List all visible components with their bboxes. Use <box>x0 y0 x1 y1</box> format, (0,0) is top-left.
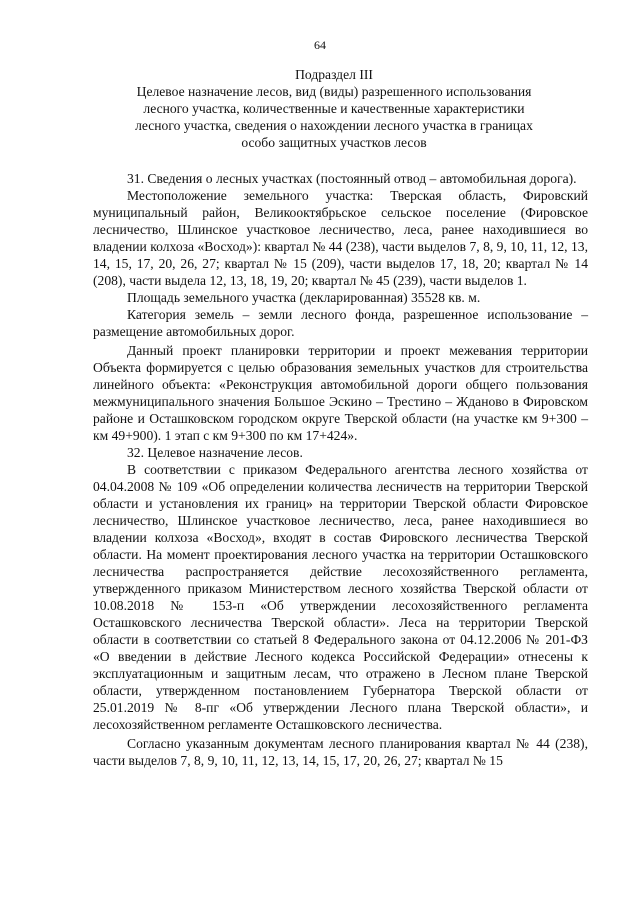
page-number: 64 <box>314 38 326 52</box>
heading-line: лесного участка, количественные и качественные характеристики <box>143 101 525 116</box>
paragraph-regulation: В соответствии с приказом Федерального агентства лесного хозяйства от 04.04.2008 № 109 «Об определении количества лесничеств на территории Тверской области и установления их границ» на территории Тверской области Фировское лесничество, Шлинское участковое лесничество, леса, ранее находившиеся во владении колхоза «Восход», входят в состав Фировского лесничества Тверской области. На момент проектирования лесного участка на территории Осташковского лесничества распространяется действие лесохозяйственного регламента, утвержденного приказом Министерством лесного хозяйства Тверской области от 10.08.2018 № 153-п «Об утверждении лесохозяйственного регламента Осташковского лесничества Тверской области». Леса на территории Тверской области в соответствии со статьей 8 Федерального закона от 04.12.2006 № 201-ФЗ «О введении в действие Лесного кодекса Российской Федерации» отнесены к эксплуатационным и защитным лесам, что отражено в Лесном плане Тверской области, утвержденном постановлением Губернатора Тверской области от 25.01.2019 № 8-пг «Об утверждении Лесного плана Тверской области», и лесохозяйственном регламенте Осташковского лесничества. <box>93 462 588 732</box>
document-body <box>93 170 588 769</box>
heading-line: Целевое назначение лесов, вид (виды) разрешенного использования <box>136 84 532 99</box>
paragraph-project: Данный проект планировки территории и проект межевания территории Объекта формируется с целью образования земельных участков для строительства линейного объекта: «Реконструкция автомобильной дороги общего пользования межмуниципального значения Большое Эскино – Трестино – Жданово в Фировском районе и Осташковском городском округе Тверской области (на участке км 9+300 – км 49+900). 1 этап с км 9+300 по км 17+424». <box>93 343 588 443</box>
paragraph-land-category: Категория земель – земли лесного фонда, разрешенное использование – размещение автомобильных дорог. <box>93 307 588 339</box>
heading-line: особо защитных участков лесов <box>241 135 427 150</box>
paragraph-area: Площадь земельного участка (декларированная) 35528 кв. м. <box>127 290 481 305</box>
paragraph-planning: Согласно указанным документам лесного планирования квартал № 44 (238), части выделов 7, 8, 9, 10, 11, 12, 13, 14, 15, 17, 20, 26, 27; квартал № 15 <box>93 736 588 768</box>
section-title: Подраздел III <box>295 67 373 82</box>
paragraph-32: 32. Целевое назначение лесов. <box>127 445 303 460</box>
paragraph-31: 31. Сведения о лесных участках (постоянный отвод – автомобильная дорога). <box>127 171 577 186</box>
section-heading <box>100 66 568 151</box>
heading-line: лесного участка, сведения о нахождении лесного участка в границах <box>135 118 533 133</box>
paragraph-location: Местоположение земельного участка: Тверская область, Фировский муниципальный район, Великооктябрьское сельское поселение (Фировское лесничество, Шлинское участковое лесничество, леса, ранее находившиеся во владении колхоза «Восход»): квартал № 44 (238), части выделов 7, 8, 9, 10, 11, 12, 13, 14, 15, 17, 20, 26, 27; квартал № 15 (209), части выделов 17, 18, 20; квартал № 14 (208), части выдела 12, 13, 18, 19, 20; квартал № 45 (239), части выделов 1. <box>93 188 588 288</box>
